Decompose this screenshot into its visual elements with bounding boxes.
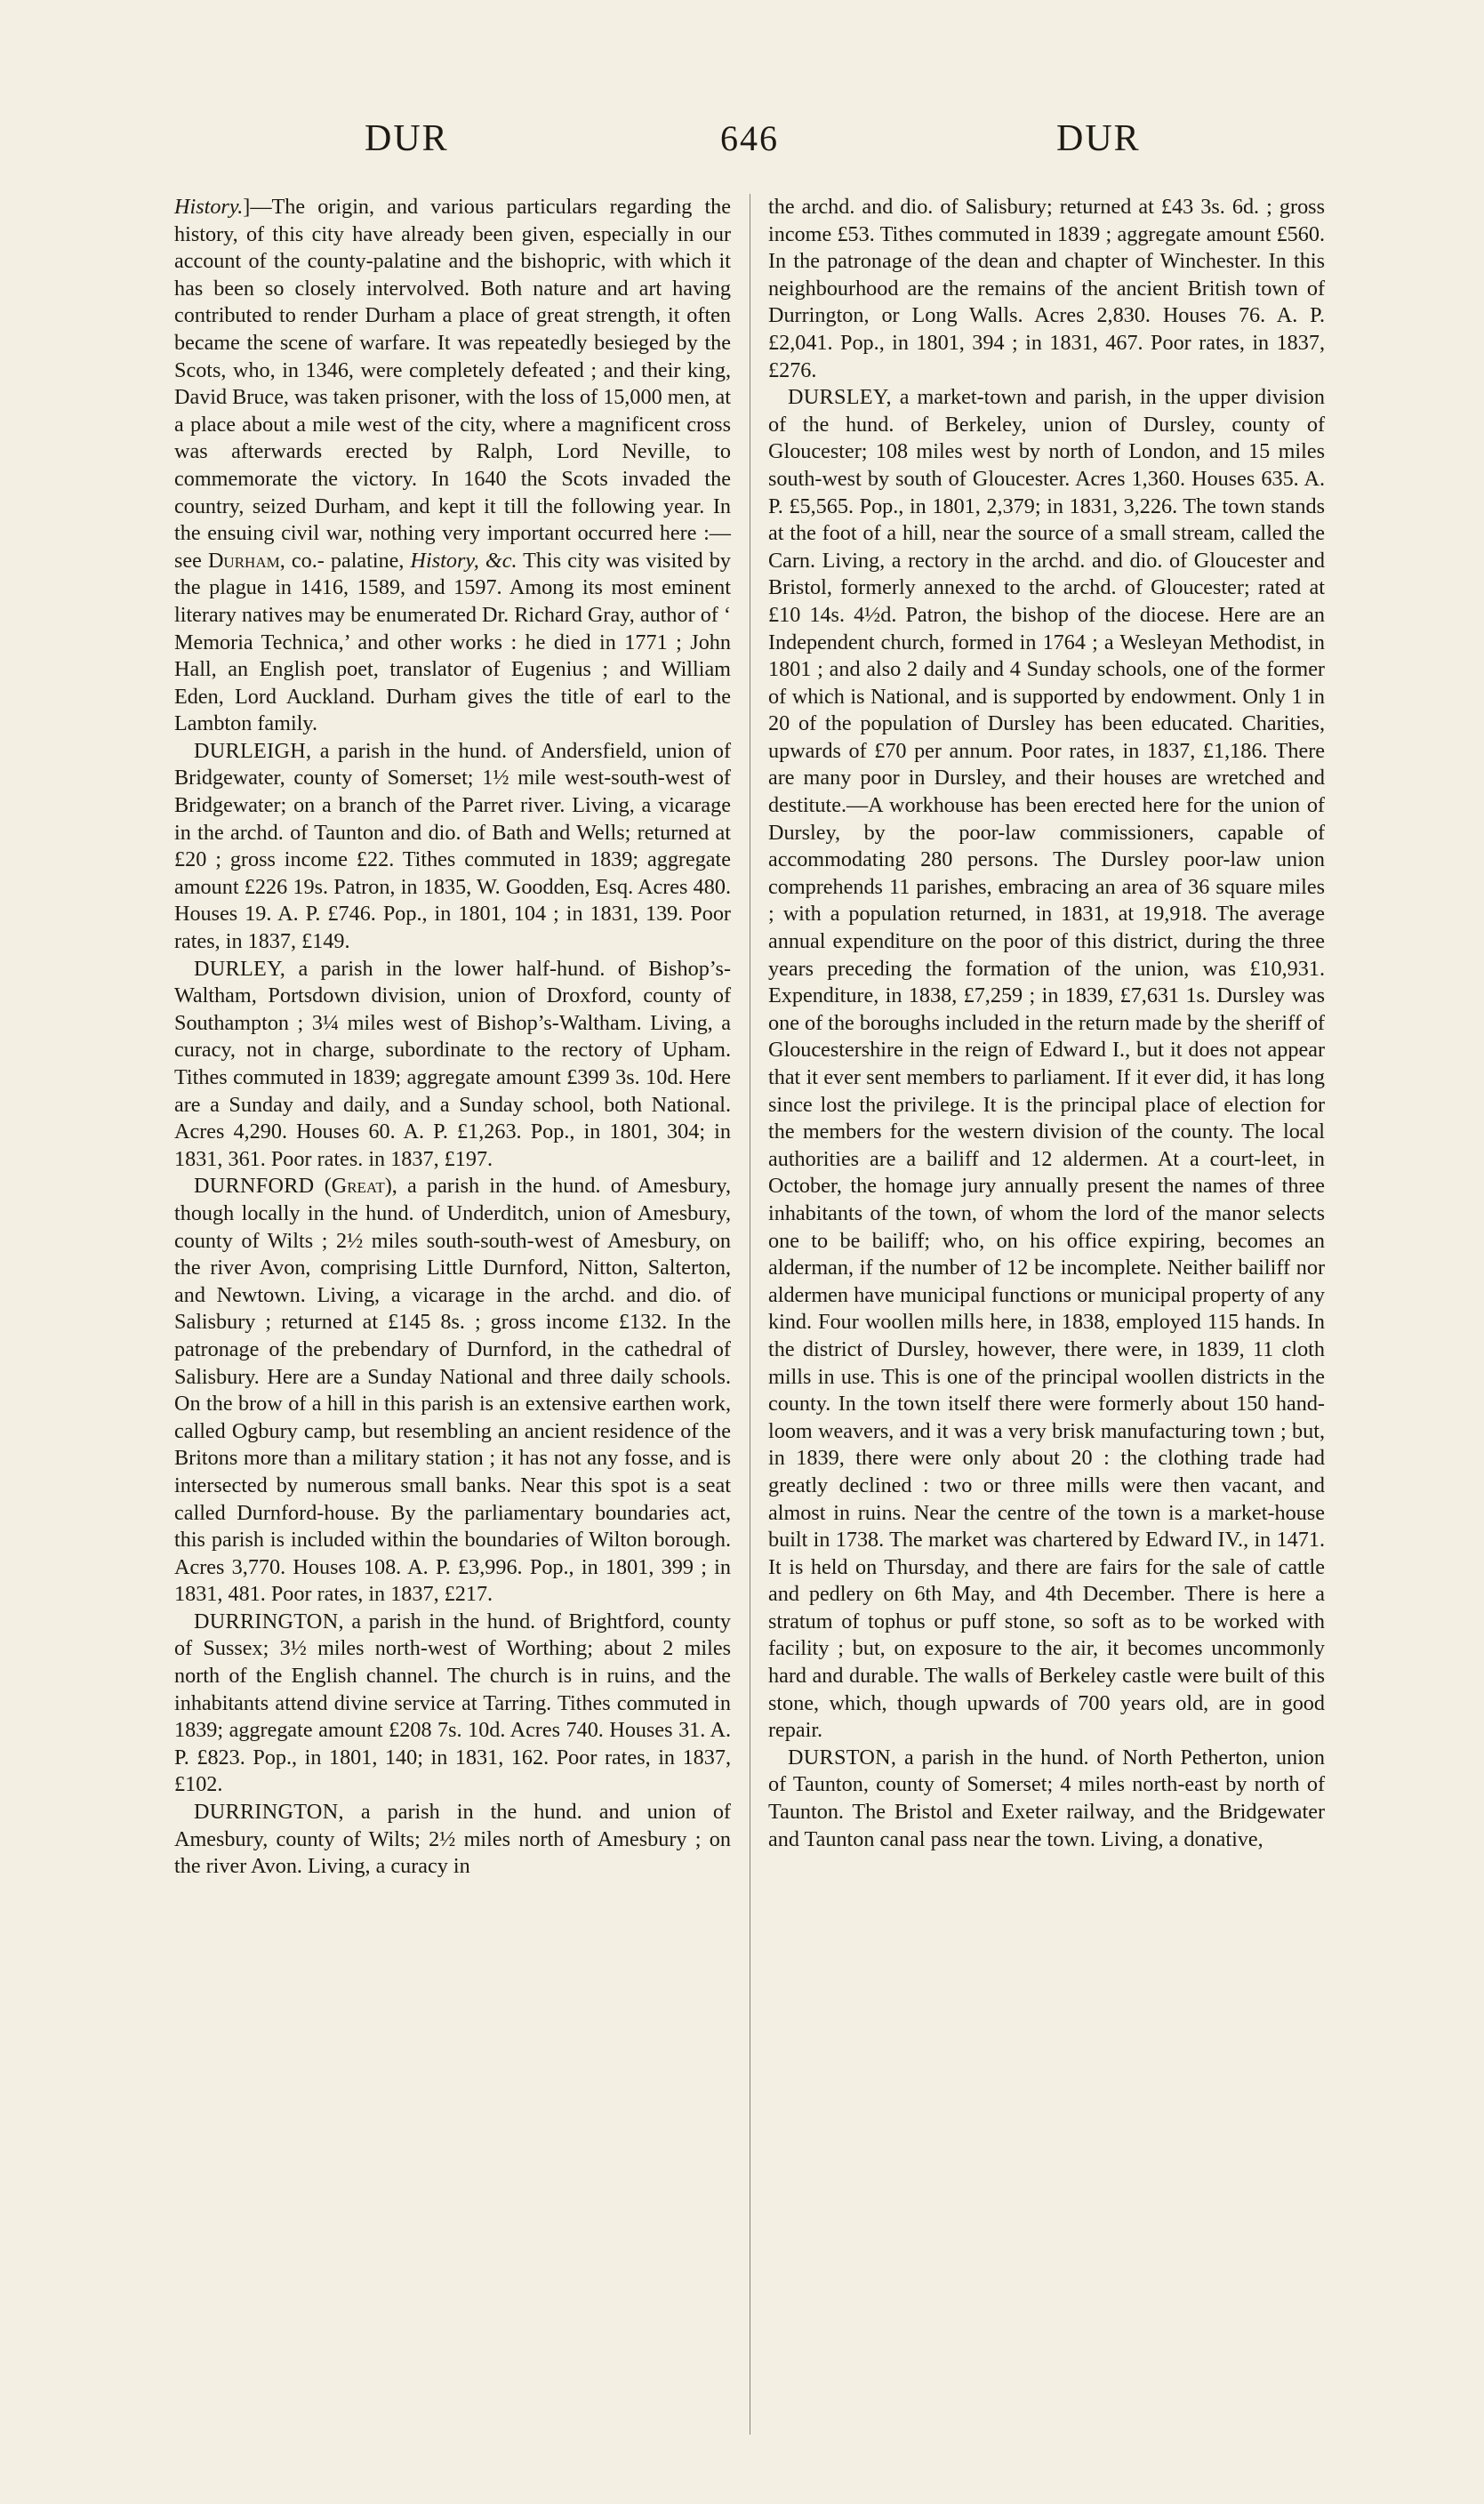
entry-text: a parish in the hund. of Brightford, county of Sussex; 3½ miles north-west of Worthing; about 2 miles north of the English channel. The church is in ruins, and the inhabitants attend divine service at Tarring. Tithes commuted in 1839; aggregate amount £208 7s. 10d. Acres 740. Houses 31. A. P. £823. Pop., in 1801, 140; in 1831, 162. Poor rates, in 1837, £102. bbox=[174, 1609, 731, 1797]
cross-reference: Durham, bbox=[207, 548, 285, 573]
entry-durley bbox=[174, 956, 731, 1174]
running-head bbox=[0, 117, 1484, 171]
entry-headword: DURSLEY, bbox=[788, 385, 892, 410]
entry-durston bbox=[768, 1745, 1325, 1853]
entry-durham-history bbox=[174, 194, 731, 738]
page-number: 646 bbox=[720, 118, 779, 158]
entry-text: a parish in the hund. and union of Amesbury, county of Wilts; 2½ miles north of Amesbury ; on the river Avon. Living, a curacy in bbox=[174, 1800, 731, 1879]
entry-headword: DURNFORD bbox=[194, 1174, 315, 1199]
entry-headword: DURSTON, bbox=[788, 1745, 897, 1770]
entry-headword: DURLEY, bbox=[194, 956, 286, 981]
running-head-left: DUR bbox=[365, 118, 449, 159]
entry-qualifier: (Great), bbox=[324, 1174, 397, 1199]
entry-text: a parish in the hund. of Andersfield, union of Bridgewater, county of Somerset; 1½ mile west-south-west of Bridgewater; on a branch of the Parret river. Living, a vicarage in the archd. of Taunton and dio. of Bath and Wells; returned at £20 ; gross income £22. Tithes commuted in 1839; aggregate amount £226 19s. Patron, in 1835, W. Goodden, Esq. Acres 480. Houses 19. A. P. £746. Pop., in 1801, 104 ; in 1831, 139. Poor rates, in 1837, £149. bbox=[174, 738, 732, 954]
entry-text: This city was visited by the plague in 1416, 1589, and 1597. Among its most eminent literary natives may be enumerated Dr. Richard Gray, author of ‘ Memoria Technica,’ and other works : he died in 1771 ; John Hall, an English poet, translator of Eugenius ; and William Eden, Lord Auckland. Durham gives the title of earl to the Lambton family. bbox=[174, 548, 731, 736]
entry-text: a parish in the hund. of North Petherton, union of Taunton, county of Somerset; 4 miles north-east by north of Taunton. The Bristol and Exeter railway, and the Bridgewater and Taunton canal pass near the town. Living, a donative, bbox=[768, 1745, 1325, 1851]
entry-text: the archd. and dio. of Salisbury; returned at £43 3s. 6d. ; gross income £53. Tithes commuted in 1839 ; aggregate amount £560. In the patronage of the dean and chapter of Winchester. In this neighbourhood are the remains of the ancient British town of Durrington, or Long Walls. Acres 2,830. Houses 76. A. P. £2,041. Pop., in 1801, 394 ; in 1831, 467. Poor rates, in 1837, £276. bbox=[768, 195, 1325, 382]
entry-headword: DURRINGTON, bbox=[194, 1609, 344, 1633]
entry-durrington-wilts bbox=[174, 1799, 731, 1881]
entry-durrington-continued bbox=[768, 194, 1325, 384]
left-column bbox=[174, 194, 731, 1881]
entry-durrington-sussex bbox=[174, 1609, 731, 1799]
entry-text: a parish in the lower half-hund. of Bishop’s-Waltham, Portsdown division, union of Droxford, county of Southampton ; 3¼ miles west of Bishop’s-Waltham. Living, a curacy, not in charge, subordinate to the rectory of Upham. Tithes commuted in 1839; aggregate amount £399 3s. 10d. Here are a Sunday and daily, and a Sunday school, both National. Acres 4,290. Houses 60. A. P. £1,263. Pop., in 1801, 304; in 1831, 361. Poor rates. in 1837, £197. bbox=[174, 956, 731, 1171]
entry-dursley bbox=[768, 384, 1325, 1745]
entry-headword: DURLEIGH, bbox=[194, 738, 312, 763]
running-head-right: DUR bbox=[1056, 118, 1141, 159]
entry-text: a parish in the hund. of Amesbury, though locally in the hund. of Underditch, union of Amesbury, county of Wilts ; 2½ miles south-south-west of Amesbury, on the river Avon, comprising Little Durnford, Nitton, Salterton, and Newtown. Living, a vicarage in the archd. and dio. of Salisbury ; returned at £145 8s. ; gross income £132. In the patronage of the prebendary of Durnford, in the cathedral of Salisbury. Here are a Sunday National and three daily schools. On the brow of a hill in this parish is an extensive earthen work, called Ogbury camp, but resembling an ancient residence of the Britons more than a military station ; it has not any fosse, and is intersected by numerous small banks. Near this spot is a seat called Durnford-house. By the parliamentary boundaries act, this parish is included within the boundaries of Wilton borough. Acres 3,770. Houses 108. A. P. £3,996. Pop., in 1801, 399 ; in 1831, 481. Poor rates, in 1837, £217. bbox=[174, 1174, 732, 1607]
entry-lead: History. bbox=[174, 195, 244, 219]
cross-reference-section: History, &c. bbox=[410, 548, 517, 573]
cross-reference-tail: co.- palatine, bbox=[291, 548, 405, 573]
entry-durleigh bbox=[174, 738, 731, 956]
entry-text: ]—The origin, and various particulars regarding the history, of this city have already been given, especially in our account of the county-palatine and the bishopric, with which it has been so closely intervolved. Both nature and art having contributed to render Durham a place of great strength, it often became the scene of warfare. It was repeatedly besieged by the Scots, who, in 1346, were completely defeated ; and their king, David Bruce, was taken prisoner, with the loss of 15,000 men, at a place about a mile west of the city, where a magnificent cross was afterwards erected by Ralph, Lord Neville, to commemorate the victory. In 1640 the Scots invaded the country, seized Durham, and kept it till the following year. In the ensuing civil war, nothing very important occurred here :— see bbox=[174, 195, 731, 573]
entry-durnford bbox=[174, 1173, 731, 1609]
right-column bbox=[768, 194, 1325, 1853]
entry-headword: DURRINGTON, bbox=[194, 1800, 344, 1825]
entry-text: a market-town and parish, in the upper division of the hund. of Berkeley, union of Dursley, county of Gloucester; 108 miles west by north of London, and 15 miles south-west by south of Gloucester. Acres 1,360. Houses 635. A. P. £5,565. Pop., in 1801, 2,379; in 1831, 3,226. The town stands at the foot of a hill, near the source of a small stream, called the Carn. Living, a rectory in the archd. and dio. of Gloucester and Bristol, formerly annexed to the archd. of Gloucester; rated at £10 14s. 4½d. Patron, the bishop of the diocese. Here are an Independent church, formed in 1764 ; a Wesleyan Methodist, in 1801 ; and also 2 daily and 4 Sunday schools, one of the former of which is National, and is supported by endowment. Only 1 in 20 of the population of Dursley has been educated. Charities, upwards of £70 per annum. Poor rates, in 1837, £1,186. There are many poor in Dursley, and their houses are wretched and destitute.—A workhouse has been erected here for the union of Dursley, by the poor-law commissioners, capable of accommodating 280 persons. The Dursley poor-law union comprehends 11 parishes, embracing an area of 36 square miles ; with a population returned, in 1831, at 19,918. The average annual expenditure on the poor of this district, during the three years preceding the formation of the union, was £10,931. Expenditure, in 1838, £7,259 ; in 1839, £7,631 1s. Dursley was one of the boroughs included in the return made by the sheriff of Gloucestershire in the reign of Edward I., but it does not appear that it ever sent members to parliament. If it ever did, it has long since lost the privilege. It is the principal place of election for the members for the western division of the county. The local authorities are a bailiff and 12 aldermen. At a court-leet, in October, the homage jury annually present the names of three inhabitants of the town, of whom the lord of the manor selects one to be bailiff; who, on his office expiring, becomes an alderman, if the number of 12 be incomplete. Neither bailiff nor aldermen have municipal functions or municipal property of any kind. Four woollen mills here, in 1838, employed 115 hands. In the district of Dursley, however, there were, in 1839, 11 cloth mills in use. This is one of the principal woollen districts in the county. In the town itself there were formerly about 150 hand-loom weavers, and it was a very brisk manufacturing town ; but, in 1839, there were only about 20 : the clothing trade had greatly declined : two or three mills were then vacant, and almost in ruins. Near the centre of the town is a market-house built in 1738. The market was chartered by Edward IV., in 1471. It is held on Thursday, and there are fairs for the sale of cattle and pedlery on 6th May, and 4th December. There is here a stratum of tophus or puff stone, so soft as to be worked with facility ; but, on exposure to the air, it becomes uncommonly hard and durable. The walls of Berkeley castle were built of this stone, which, though upwards of 700 years old, are in good repair. bbox=[768, 385, 1325, 1743]
